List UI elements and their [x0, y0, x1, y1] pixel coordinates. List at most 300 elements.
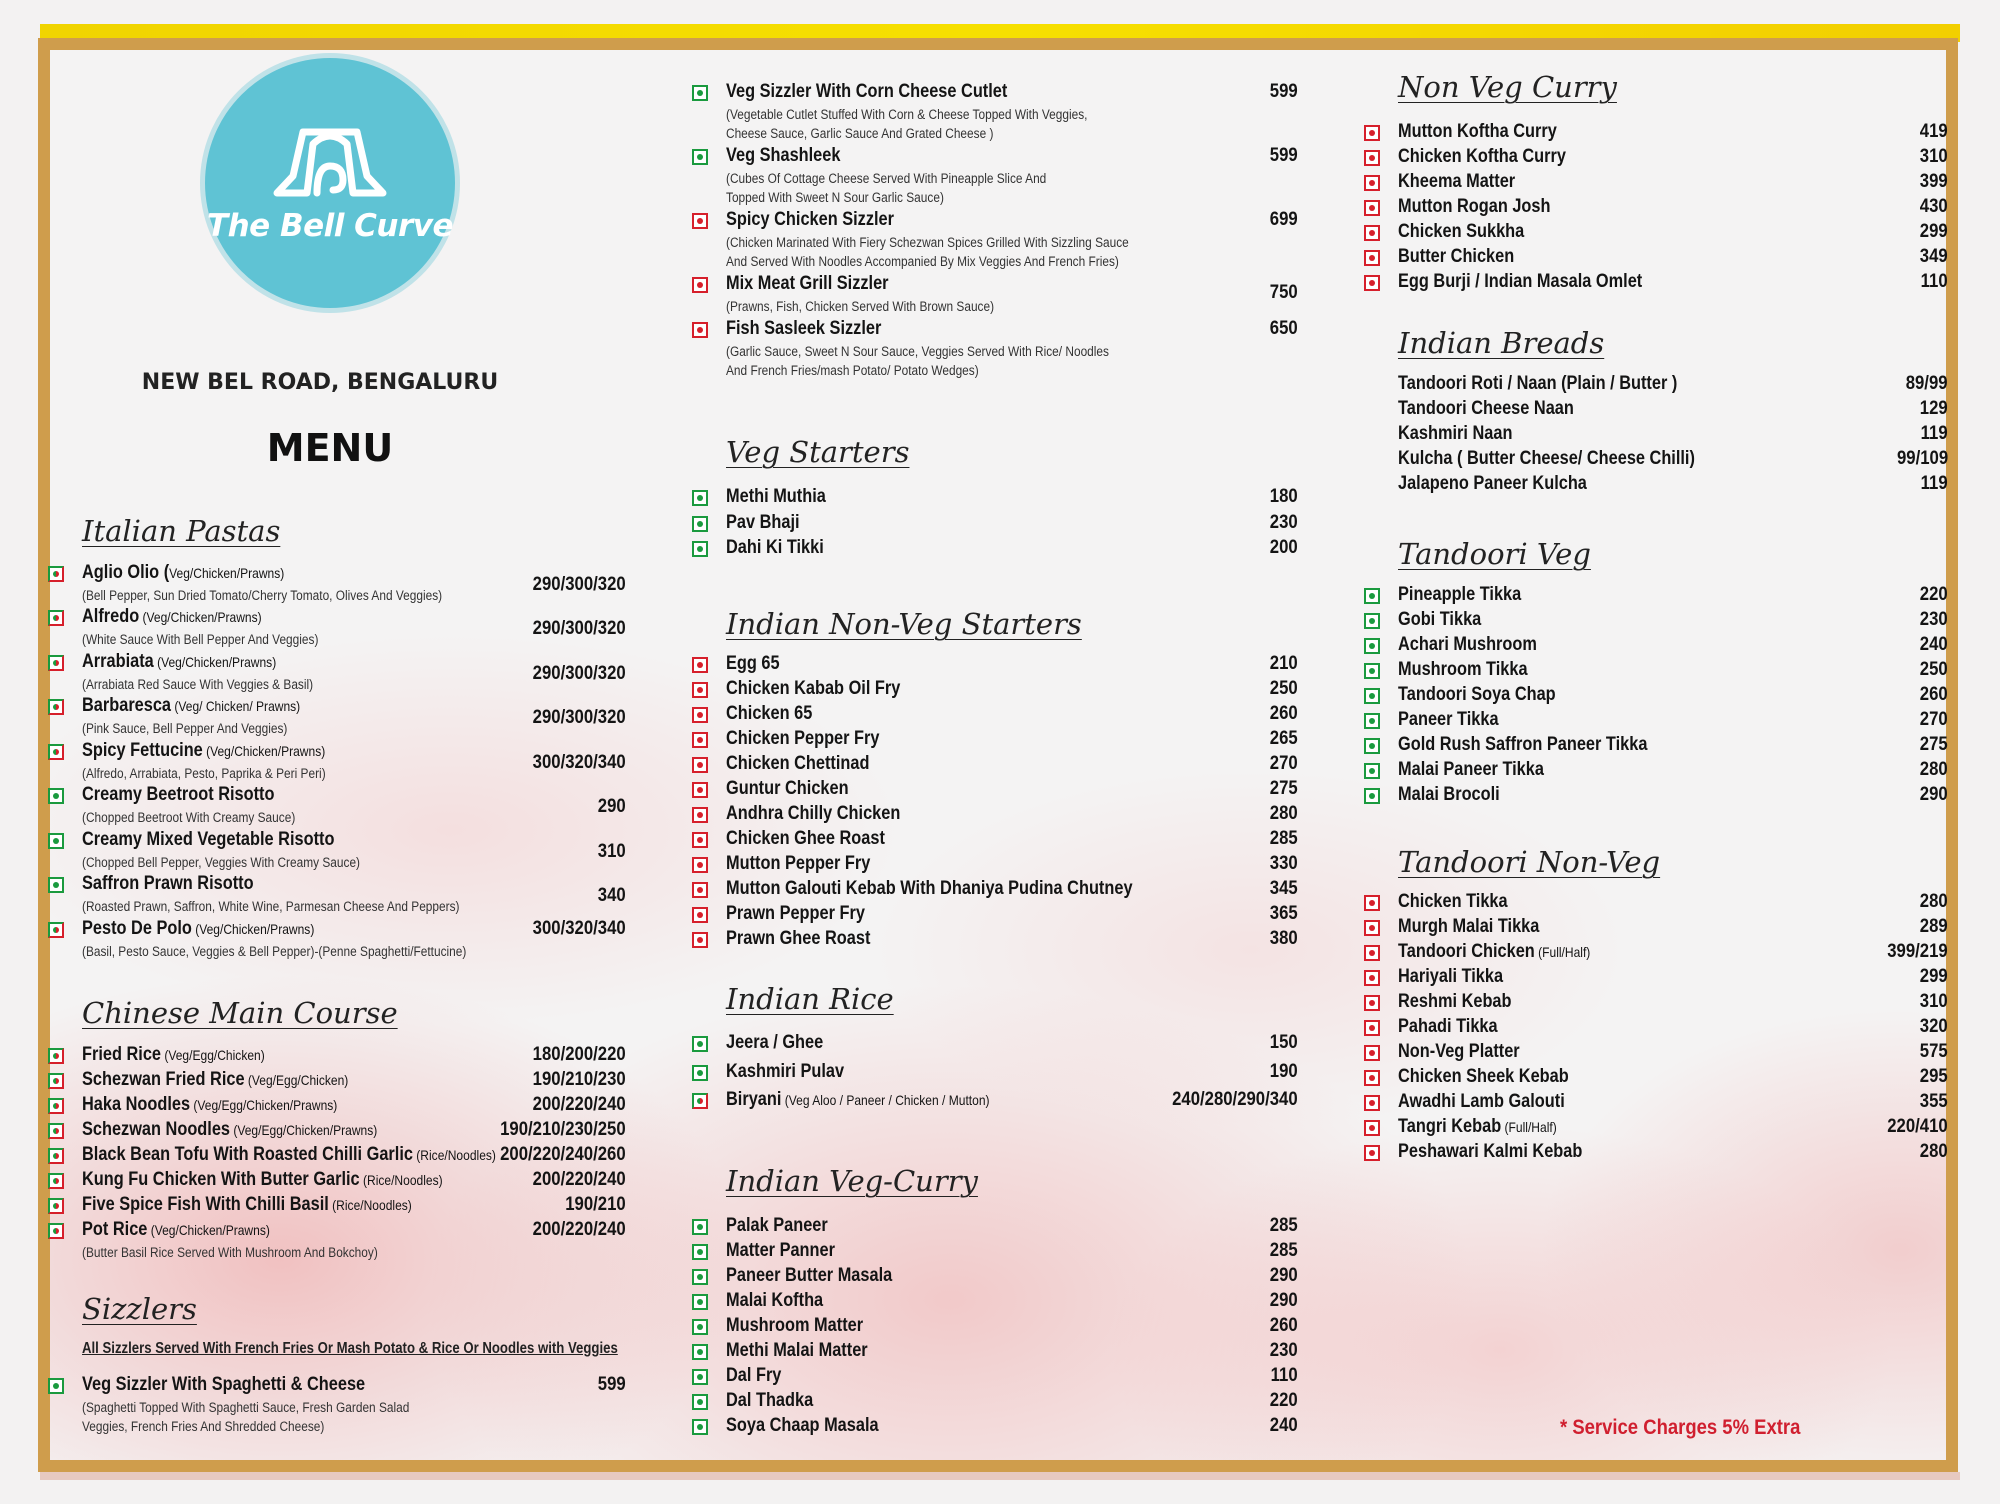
menu-item-egg-65: [692, 653, 1298, 677]
item-name-text: Methi Malai Matter: [726, 1340, 868, 1361]
menu-item-saffron-prawn-risotto: [48, 873, 626, 914]
item-description: (Pink Sauce, Bell Pepper And Veggies): [82, 721, 288, 736]
veg-mark-icon: [692, 1344, 708, 1360]
item-name-text: Kashmiri Naan: [1398, 423, 1513, 444]
item-name: [726, 678, 900, 700]
item-name: [82, 562, 284, 584]
menu-item-pesto-de-polo: [48, 918, 626, 959]
menu-item-tangri-kebab: [1364, 1116, 1948, 1140]
item-name-text: Pahadi Tikka: [1398, 1016, 1498, 1037]
item-name: [1398, 1091, 1565, 1113]
item-name: [1398, 941, 1590, 963]
item-name: [1398, 146, 1566, 168]
item-name-text: Awadhi Lamb Galouti: [1398, 1091, 1565, 1112]
item-name-text: Andhra Chilly Chicken: [726, 803, 901, 824]
item-name-text: Kung Fu Chicken With Butter Garlic: [82, 1169, 360, 1190]
menu-item-murgh-malai-tikka: [1364, 916, 1948, 940]
veg-mark-icon: [692, 490, 708, 506]
item-options: (Full/Half): [1501, 1119, 1557, 1135]
item-name: [82, 695, 300, 717]
sizzlers-note: All Sizzlers Served With French Fries Or Mash Potato & Rice Or Noodles with Veggies: [82, 1340, 618, 1357]
veg-nonveg-mark-icon: [48, 1148, 64, 1164]
nonveg-mark-icon: [1364, 920, 1380, 936]
item-name: [726, 1061, 844, 1083]
veg-nonveg-mark-icon: [48, 610, 64, 626]
item-name: [82, 1094, 337, 1116]
item-name: [1398, 991, 1512, 1013]
section-title-indian-rice: Indian Rice: [726, 982, 894, 1016]
item-name-text: Pot Rice: [82, 1219, 148, 1240]
nonveg-mark-icon: [692, 322, 708, 338]
item-price: 220: [1270, 1390, 1298, 1411]
item-description: (White Sauce With Bell Pepper And Veggies): [82, 632, 319, 647]
item-name-text: Barbaresca: [82, 695, 172, 716]
menu-item-peshawari-kalmi-kebab: [1364, 1141, 1948, 1165]
item-name: [726, 703, 812, 725]
item-name-text: Pineapple Tikka: [1398, 584, 1522, 605]
menu-item-chicken-65: [692, 703, 1298, 727]
item-description: (Bell Pepper, Sun Dried Tomato/Cherry Tomato, Olives And Veggies): [82, 588, 443, 603]
item-name: [1398, 373, 1677, 395]
item-name: [82, 1069, 348, 1091]
item-price: 380: [1270, 928, 1298, 949]
item-name-text: Paneer Butter Masala: [726, 1265, 893, 1286]
item-price: 430: [1920, 196, 1948, 217]
item-name-text: Paneer Tikka: [1398, 709, 1499, 730]
item-name: [726, 1089, 990, 1111]
item-name: [726, 145, 840, 167]
item-name-text: Malai Koftha: [726, 1290, 824, 1311]
menu-item-aglio-olio: [48, 562, 626, 603]
nonveg-mark-icon: [1364, 995, 1380, 1011]
item-description: Veggies, French Fries And Shredded Cheese): [82, 1419, 325, 1434]
item-name: [1398, 171, 1515, 193]
item-name: [726, 1265, 892, 1287]
veg-mark-icon: [692, 541, 708, 557]
nonveg-mark-icon: [692, 682, 708, 698]
item-name-text: Achari Mushroom: [1398, 634, 1537, 655]
item-price: 260: [1920, 684, 1948, 705]
item-description: And Served With Noodles Accompanied By Mix Veggies And French Fries): [726, 254, 1119, 269]
item-name-text: Egg Burji / Indian Masala Omlet: [1398, 271, 1643, 292]
menu-item-malai-paneer-tikka: [1364, 759, 1948, 783]
nonveg-mark-icon: [1364, 1095, 1380, 1111]
item-price: 230: [1920, 609, 1948, 630]
item-name: [726, 81, 1007, 103]
item-name: [726, 878, 1133, 900]
item-name: [1398, 1016, 1498, 1038]
item-name-text: Mushroom Matter: [726, 1315, 864, 1336]
item-price: 240: [1920, 634, 1948, 655]
menu-item-haka-noodles: [48, 1094, 626, 1118]
item-price: 270: [1920, 709, 1948, 730]
item-price: 290/300/320: [533, 707, 626, 728]
section-title-tandoori-nonveg: Tandoori Non-Veg: [1398, 845, 1661, 879]
item-name: [726, 828, 885, 850]
item-price: 150: [1270, 1032, 1298, 1053]
item-name-text: Chicken Kabab Oil Fry: [726, 678, 901, 699]
nonveg-mark-icon: [692, 732, 708, 748]
item-name-text: Murgh Malai Tikka: [1398, 916, 1540, 937]
item-name-text: Mix Meat Grill Sizzler: [726, 273, 889, 294]
item-name-text: Alfredo: [82, 606, 140, 627]
nonveg-mark-icon: [692, 832, 708, 848]
veg-nonveg-mark-icon: [48, 1098, 64, 1114]
item-name-text: Biryani: [726, 1089, 782, 1110]
menu-title: MENU: [266, 426, 394, 470]
veg-mark-icon: [692, 1269, 708, 1285]
menu-item-awadhi-lamb-galouti: [1364, 1091, 1948, 1115]
veg-mark-icon: [1364, 713, 1380, 729]
item-price: 310: [598, 841, 626, 862]
brand-name: The Bell Curve: [206, 208, 454, 244]
menu-item-chicken-ghee-roast: [692, 828, 1298, 852]
veg-mark-icon: [692, 1244, 708, 1260]
item-name-text: Methi Muthia: [726, 486, 826, 507]
item-name-text: Veg Shashleek: [726, 145, 841, 166]
veg-mark-icon: [692, 149, 708, 165]
item-name-text: Egg 65: [726, 653, 780, 674]
menu-item-creamy-beetroot-risotto: [48, 784, 626, 825]
item-name: [1398, 684, 1556, 706]
item-description: (Chopped Beetroot With Creamy Sauce): [82, 810, 296, 825]
menu-item-tandoori-soya-chap: [1364, 684, 1948, 708]
menu-item-spicy-fettucine: [48, 740, 626, 781]
menu-item-mushroom-tikka: [1364, 659, 1948, 683]
item-name: [726, 728, 879, 750]
section-title-indian-breads: Indian Breads: [1398, 326, 1605, 360]
item-name-text: Guntur Chicken: [726, 778, 849, 799]
item-name: [1398, 1116, 1557, 1138]
menu-item-kung-fu-chicken-with-butter-garlic: [48, 1169, 626, 1193]
item-name-text: Palak Paneer: [726, 1215, 828, 1236]
item-price: 290: [1270, 1265, 1298, 1286]
menu-item-chicken-chettinad: [692, 753, 1298, 777]
item-name: [1398, 271, 1642, 293]
item-price: 419: [1920, 121, 1948, 142]
menu-item-prawn-ghee-roast: [692, 928, 1298, 952]
item-name-text: Pav Bhaji: [726, 512, 800, 533]
menu-item-kulcha-butter-cheese-cheese-chilli: [1364, 448, 1948, 472]
item-description: (Roasted Prawn, Saffron, White Wine, Parmesan Cheese And Peppers): [82, 899, 460, 914]
item-name-text: Schezwan Fried Rice: [82, 1069, 245, 1090]
veg-mark-icon: [692, 1219, 708, 1235]
item-name-text: Jalapeno Paneer Kulcha: [1398, 473, 1587, 494]
item-price: 290/300/320: [533, 663, 626, 684]
item-description: (Prawns, Fish, Chicken Served With Brown Sauce): [726, 299, 995, 314]
item-name: [82, 1044, 265, 1066]
veg-nonveg-mark-icon: [48, 922, 64, 938]
menu-item-pahadi-tikka: [1364, 1016, 1948, 1040]
item-name-text: Mutton Pepper Fry: [726, 853, 871, 874]
item-name: [82, 784, 274, 806]
nonveg-mark-icon: [692, 932, 708, 948]
menu-item-mushroom-matter: [692, 1315, 1298, 1339]
item-name: [1398, 759, 1544, 781]
item-options: (Veg/Chicken/Prawns): [191, 921, 315, 937]
veg-mark-icon: [48, 1378, 64, 1394]
item-name: [1398, 1141, 1582, 1163]
item-name: [82, 1169, 443, 1191]
item-name-text: Mutton Rogan Josh: [1398, 196, 1551, 217]
item-options: (Rice/Noodles): [328, 1197, 412, 1213]
item-price: 280: [1920, 891, 1948, 912]
item-name: [726, 537, 824, 559]
item-price: 265: [1270, 728, 1298, 749]
menu-item-kashmiri-naan: [1364, 423, 1948, 447]
item-name: [726, 1365, 781, 1387]
item-price: 290/300/320: [533, 574, 626, 595]
menu-item-chicken-pepper-fry: [692, 728, 1298, 752]
item-name: [1398, 634, 1537, 656]
veg-mark-icon: [692, 1294, 708, 1310]
veg-mark-icon: [692, 516, 708, 532]
nonveg-mark-icon: [692, 707, 708, 723]
item-name-text: Kashmiri Pulav: [726, 1061, 845, 1082]
item-name-text: Peshawari Kalmi Kebab: [1398, 1141, 1583, 1162]
menu-item-mutton-rogan-josh: [1364, 196, 1948, 220]
item-name: [726, 318, 881, 340]
item-name: [726, 1240, 835, 1262]
nonveg-mark-icon: [692, 757, 708, 773]
item-name: [726, 1415, 879, 1437]
menu-item-prawn-pepper-fry: [692, 903, 1298, 927]
item-name-text: Gobi Tikka: [1398, 609, 1482, 630]
service-charge-note: * Service Charges 5% Extra: [1560, 1416, 1801, 1439]
menu-item-tandoori-roti-naan-plain-butter: [1364, 373, 1948, 397]
item-price: 270: [1270, 753, 1298, 774]
item-name: [1398, 709, 1499, 731]
item-name-text: Chicken Chettinad: [726, 753, 870, 774]
item-price: 210: [1270, 653, 1298, 674]
item-options: (Rice/Noodles): [359, 1172, 443, 1188]
veg-mark-icon: [48, 833, 64, 849]
item-name-text: Arrabiata: [82, 651, 154, 672]
item-price: 290: [1920, 784, 1948, 805]
item-name: [1398, 448, 1695, 470]
item-name: [1398, 966, 1503, 988]
veg-mark-icon: [692, 1036, 708, 1052]
item-price: 240: [1270, 1415, 1298, 1436]
menu-item-schezwan-fried-rice: [48, 1069, 626, 1093]
menu-item-veg-sizzler-with-spaghetti-cheese: [48, 1374, 626, 1434]
item-name: [82, 1144, 496, 1166]
menu-item-butter-chicken: [1364, 246, 1948, 270]
item-options: (Veg/Egg/Chicken/Prawns): [190, 1097, 338, 1113]
item-name-text: Veg Sizzler With Spaghetti & Cheese: [82, 1374, 366, 1395]
item-price: 575: [1920, 1041, 1948, 1062]
item-name-text: Chicken Pepper Fry: [726, 728, 880, 749]
item-description: (Chicken Marinated With Fiery Schezwan Spices Grilled With Sizzling Sauce: [726, 235, 1129, 250]
menu-item-chicken-tikka: [1364, 891, 1948, 915]
nonveg-mark-icon: [1364, 970, 1380, 986]
item-price: 345: [1270, 878, 1298, 899]
menu-item-jalapeno-paneer-kulcha: [1364, 473, 1948, 497]
menu-item-biryani: [692, 1089, 1298, 1113]
item-name-text: Soya Chaap Masala: [726, 1415, 879, 1436]
item-price: 750: [1270, 282, 1298, 303]
item-name-text: Malai Paneer Tikka: [1398, 759, 1544, 780]
item-price: 699: [1270, 209, 1298, 230]
menu-item-kheema-matter: [1364, 171, 1948, 195]
item-name-text: Spicy Fettucine: [82, 740, 203, 761]
item-name-text: Five Spice Fish With Chilli Basil: [82, 1194, 329, 1215]
menu-item-veg-sizzler-with-corn-cheese-cutlet: [692, 81, 1298, 141]
veg-mark-icon: [692, 85, 708, 101]
item-name: [1398, 609, 1481, 631]
item-name: [726, 1390, 813, 1412]
menu-item-schezwan-noodles: [48, 1119, 626, 1143]
item-price: 220/410: [1887, 1116, 1948, 1137]
menu-item-matter-panner: [692, 1240, 1298, 1264]
item-description: (Basil, Pesto Sauce, Veggies & Bell Pepper)-(Penne Spaghetti/Fettucine): [82, 944, 467, 959]
brand-logo: [205, 58, 455, 308]
item-price: 180/200/220: [533, 1044, 626, 1065]
item-name-text: Non-Veg Platter: [1398, 1041, 1520, 1062]
item-price: 295: [1920, 1066, 1948, 1087]
veg-mark-icon: [48, 788, 64, 804]
item-price: 599: [598, 1374, 626, 1395]
item-name-text: Chicken Ghee Roast: [726, 828, 885, 849]
menu-item-barbaresca: [48, 695, 626, 736]
item-price: 280: [1270, 803, 1298, 824]
item-price: 320: [1920, 1016, 1948, 1037]
veg-mark-icon: [1364, 613, 1380, 629]
item-description: And French Fries/mash Potato/ Potato Wedges): [726, 363, 979, 378]
item-price: 275: [1920, 734, 1948, 755]
menu-item-creamy-mixed-vegetable-risotto: [48, 829, 626, 870]
menu-item-kashmiri-pulav: [692, 1061, 1298, 1085]
menu-item-gobi-tikka: [1364, 609, 1948, 633]
menu-item-dahi-ki-tikki: [692, 537, 1298, 561]
veg-nonveg-mark-icon: [48, 1198, 64, 1214]
item-price: 200/220/240: [533, 1169, 626, 1190]
item-options: (Veg/Egg/Chicken): [244, 1072, 349, 1088]
item-name-text: Kulcha ( Butter Cheese/ Cheese Chilli): [1398, 448, 1695, 469]
item-name-text: Chicken Sukkha: [1398, 221, 1525, 242]
menu-item-jeera-ghee: [692, 1032, 1298, 1056]
item-name-text: Malai Brocoli: [1398, 784, 1500, 805]
item-name: [82, 606, 262, 628]
nonveg-mark-icon: [1364, 1020, 1380, 1036]
item-price: 250: [1920, 659, 1948, 680]
item-name-text: Chicken Koftha Curry: [1398, 146, 1566, 167]
nonveg-mark-icon: [1364, 1120, 1380, 1136]
nonveg-mark-icon: [1364, 125, 1380, 141]
item-name-text: Creamy Mixed Vegetable Risotto: [82, 829, 335, 850]
item-price: 200/220/240: [533, 1219, 626, 1240]
menu-item-dal-thadka: [692, 1390, 1298, 1414]
item-price: 260: [1270, 1315, 1298, 1336]
item-name: [1398, 734, 1647, 756]
item-name-text: Reshmi Kebab: [1398, 991, 1512, 1012]
section-title-tandoori-veg: Tandoori Veg: [1398, 537, 1591, 571]
item-options: (Veg/Chicken/Prawns): [139, 609, 262, 625]
item-price: 599: [1270, 81, 1298, 102]
item-price: 599: [1270, 145, 1298, 166]
veg-nonveg-mark-icon: [48, 699, 64, 715]
item-name: [726, 903, 865, 925]
item-name: [82, 873, 254, 895]
veg-mark-icon: [1364, 763, 1380, 779]
section-title-sizzlers: Sizzlers: [82, 1292, 197, 1326]
menu-item-achari-mushroom: [1364, 634, 1948, 658]
item-name-text: Gold Rush Saffron Paneer Tikka: [1398, 734, 1648, 755]
item-price: 180: [1270, 486, 1298, 507]
menu-item-arrabiata: [48, 651, 626, 692]
veg-mark-icon: [1364, 788, 1380, 804]
menu-item-methi-malai-matter: [692, 1340, 1298, 1364]
nonveg-mark-icon: [1364, 175, 1380, 191]
item-name: [82, 1119, 377, 1141]
item-price: 260: [1270, 703, 1298, 724]
item-name: [726, 753, 869, 775]
item-name-text: Spicy Chicken Sizzler: [726, 209, 895, 230]
item-price: 89/99: [1906, 373, 1948, 394]
item-name-text: Chicken Tikka: [1398, 891, 1508, 912]
item-name: [726, 486, 826, 508]
menu-item-guntur-chicken: [692, 778, 1298, 802]
item-description: (Butter Basil Rice Served With Mushroom And Bokchoy): [82, 1245, 378, 1260]
menu-item-spicy-chicken-sizzler: [692, 209, 1298, 269]
veg-mark-icon: [48, 877, 64, 893]
nonveg-mark-icon: [692, 277, 708, 293]
nonveg-mark-icon: [692, 657, 708, 673]
nonveg-mark-icon: [692, 782, 708, 798]
section-title-italian-pastas: Italian Pastas: [82, 514, 281, 548]
nonveg-mark-icon: [1364, 200, 1380, 216]
item-name: [726, 512, 800, 534]
nonveg-mark-icon: [1364, 895, 1380, 911]
veg-nonveg-mark-icon: [48, 1073, 64, 1089]
item-description: (Garlic Sauce, Sweet N Sour Sauce, Veggies Served With Rice/ Noodles: [726, 344, 1109, 359]
item-name-text: Tandoori Cheese Naan: [1398, 398, 1574, 419]
item-price: 310: [1920, 991, 1948, 1012]
item-name: [1398, 784, 1500, 806]
item-name-text: Mutton Galouti Kebab With Dhaniya Pudina Chutney: [726, 878, 1133, 899]
item-name: [726, 1290, 823, 1312]
veg-nonveg-mark-icon: [692, 1093, 708, 1109]
item-price: 290: [1270, 1290, 1298, 1311]
nonveg-mark-icon: [1364, 250, 1380, 266]
item-price: 300/320/340: [533, 918, 626, 939]
menu-item-methi-muthia: [692, 486, 1298, 510]
menu-item-mutton-galouti-kebab-with-dhaniya-pudina-chutney: [692, 878, 1298, 902]
item-price: 230: [1270, 1340, 1298, 1361]
item-price: 190/210/230/250: [500, 1119, 626, 1140]
item-name-text: Prawn Ghee Roast: [726, 928, 871, 949]
nonveg-mark-icon: [692, 213, 708, 229]
section-title-veg-starters: Veg Starters: [726, 435, 910, 469]
veg-nonveg-mark-icon: [48, 566, 64, 582]
item-price: 355: [1920, 1091, 1948, 1112]
item-name: [82, 918, 314, 940]
item-name-text: Pesto De Polo: [82, 918, 192, 939]
item-name: [726, 1340, 868, 1362]
item-description: (Alfredo, Arrabiata, Pesto, Paprika & Peri Peri): [82, 766, 326, 781]
item-price: 290: [598, 796, 626, 817]
item-price: 110: [1921, 271, 1948, 292]
item-name-text: Mutton Koftha Curry: [1398, 121, 1557, 142]
item-name-text: Kheema Matter: [1398, 171, 1516, 192]
item-price: 119: [1921, 473, 1948, 494]
nonveg-mark-icon: [1364, 150, 1380, 166]
item-name: [82, 829, 334, 851]
menu-item-chicken-sheek-kebab: [1364, 1066, 1948, 1090]
menu-item-tandoori-cheese-naan: [1364, 398, 1948, 422]
item-name: [726, 1215, 828, 1237]
menu-item-hariyali-tikka: [1364, 966, 1948, 990]
